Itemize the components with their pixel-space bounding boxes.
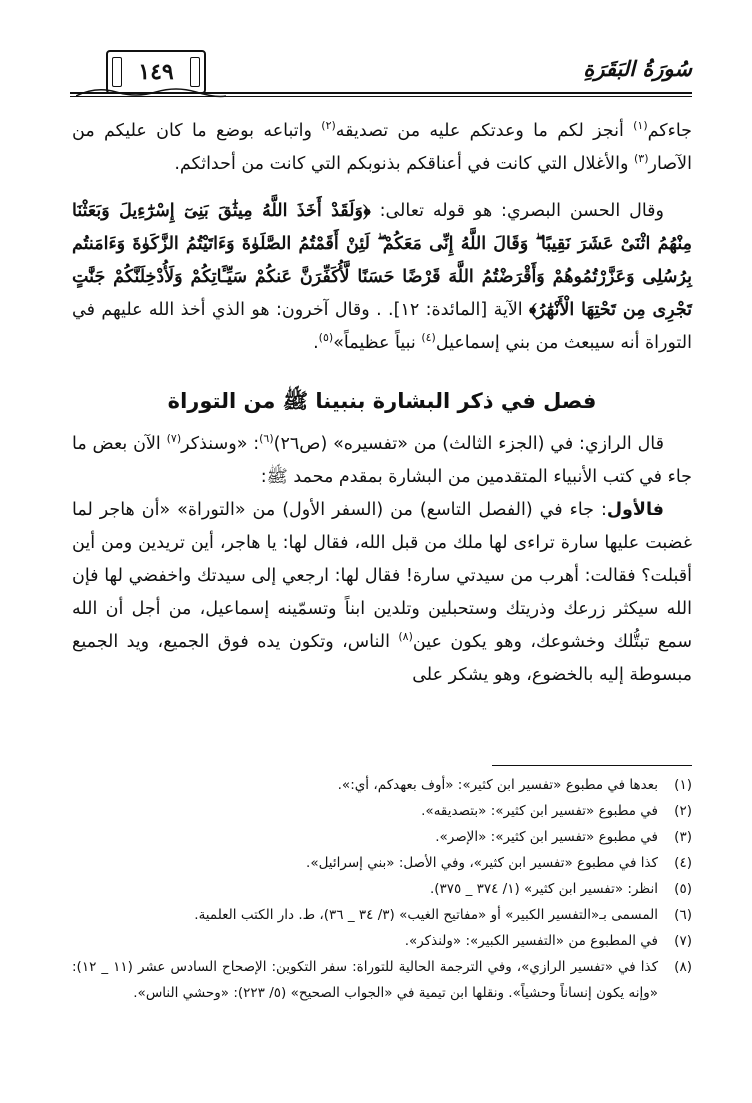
footnote	[72, 824, 692, 850]
text-span: نبياً عظيماً»	[333, 333, 422, 353]
main-text	[72, 115, 692, 692]
surah-name: سُورَةُ البَقَرَةِ	[583, 56, 692, 81]
header-rule	[70, 92, 692, 94]
footnote-text: المسمى بـ«التفسير الكبير» أو «مفاتيح الغيب» (٣/ ٣٤ _ ٣٦)، ط. دار الكتب العلمية.	[194, 907, 658, 923]
paragraph-2	[72, 195, 692, 360]
footnotes	[72, 772, 692, 1006]
footnote	[72, 772, 692, 798]
footnote-marker[interactable]: (٢)	[321, 119, 336, 133]
text-span: جاءكم	[647, 121, 692, 141]
page-header	[70, 44, 692, 104]
footnote-number: (٣)	[674, 829, 692, 845]
text-span: والأغلال التي كانت في أعناقكم بذنوبكم التي كانت من أحداثكم.	[174, 154, 634, 174]
text-span: أنجز لكم ما وعدتكم عليه من تصديقه	[335, 121, 634, 141]
footnote-text: انظر: «تفسير ابن كثير» (١/ ٣٧٤ _ ٣٧٥).	[429, 881, 658, 897]
text-span: واتباعه بوضع ما كان عليكم من الآصار	[72, 121, 692, 174]
footnote-separator	[492, 765, 692, 766]
footnote-number: (٨)	[674, 959, 692, 975]
footnote-number: (١)	[674, 777, 692, 793]
footnote-marker[interactable]: (٦)	[259, 432, 274, 446]
paragraph-4	[72, 494, 692, 692]
page-number: ١٤٩	[138, 59, 174, 85]
footnote-number: (٧)	[674, 933, 692, 949]
text-span: الآن بعض ما جاء في كتب الأنبياء المتقدمين من البشارة بمقدم محمد ﷺ:	[72, 434, 692, 487]
header-rule-thin	[70, 96, 692, 97]
text-span: الناس، وتكون يده فوق الجميع، ويد الجميع مبسوطة إليه بالخضوع، وهو يشكر على	[72, 632, 692, 685]
footnote	[72, 876, 692, 902]
text-span: قال الرازي: في (الجزء الثالث) من «تفسيره» (ص٢٦)	[273, 434, 665, 454]
footnote-text: في المطبوع من «التفسير الكبير»: «ولنذكر».	[404, 933, 658, 949]
footnote	[72, 928, 692, 954]
footnote-number: (٤)	[674, 855, 692, 871]
section-heading: فصل في ذكر البشارة بنبينا ﷺ من التوراة	[167, 389, 597, 413]
footnote	[72, 850, 692, 876]
footnote-text: في مطبوع «تفسير ابن كثير»: «بتصديقه».	[421, 803, 658, 819]
paragraph-1	[72, 115, 692, 181]
text-span: : «وسنذكر	[181, 434, 260, 454]
footnote-text: في مطبوع «تفسير ابن كثير»: «الإصر».	[435, 829, 658, 845]
text-span: الآية [المائدة: ١٢]. . وقال آخرون: هو الذي أخذ الله عليهم في التوراة أنه سيبعث من بني إسماعيل	[72, 300, 692, 353]
footnote-text: كذا في «تفسير الرازي»، وفي الترجمة الحالية للتوراة: سفر التكوين: الإصحاح السادس عشر (١١ _ ١٢): «وإنه يكون إنساناً وحشياً». ونقلها ابن تيمية في «الجواب الصحيح» (٥/ ٢٢٣): «وحشي الناس».	[72, 959, 658, 1001]
footnote	[72, 954, 692, 1006]
paragraph-3	[72, 428, 692, 494]
text-span: : جاء في (الفصل التاسع) من (السفر الأول) من «التوراة» «أن هاجر لما غضبت عليها سارة تراءى لها ملك من قبل الله، فقال لها: يا هاجر، أين تريدين ومن أين أقبلت؟ فقالت: أهرب من سيدتي سارة! فقال لها: ارجعي إلى سيدتك واخفضي لها فإن الله سيكثر زرعك وذريتك وستحبلين وتلدين ابناً وتسمّينه إسماعيل، من أجل أن الله سمع تبتُّلك وخشوعك، وهو يكون عين	[72, 500, 692, 652]
footnote-number: (٦)	[674, 907, 692, 923]
footnote-marker[interactable]: (٧)	[166, 432, 182, 446]
footnote-number: (٢)	[674, 803, 692, 819]
footnote-marker[interactable]: (٣)	[633, 152, 649, 166]
footnote-marker[interactable]: (٨)	[398, 630, 413, 644]
lead-word: فالأول	[606, 500, 664, 520]
footnote	[72, 798, 692, 824]
text-span: وقال الحسن البصري: هو قوله تعالى:	[370, 201, 664, 221]
footnote	[72, 902, 692, 928]
footnote-text: كذا في مطبوع «تفسير ابن كثير»، وفي الأصل: «بني إسرائيل».	[306, 855, 658, 871]
footnote-marker[interactable]: (١)	[633, 119, 648, 133]
text-span: .	[313, 333, 319, 353]
footnote-text: بعدها في مطبوع «تفسير ابن كثير»: «أوف بعهدكم، أي:».	[337, 777, 658, 793]
footnote-marker[interactable]: (٤)	[421, 331, 436, 345]
quran-verse: ﴿وَلَقَدْ أَخَذَ اللَّهُ مِيثَٰقَ بَنِىٓ إِسْرَٰٓءِيلَ وَبَعَثْنَا مِنْهُمُ اثْنَىْ عَشَرَ نَقِيبًا ۖ وَقَالَ اللَّهُ إِنِّى مَعَكُمْ ۖ لَئِنْ أَقَمْتُمُ الصَّلَوٰةَ وَءَاتَيْتُمُ الزَّكَوٰةَ وَءَامَنتُم بِرُسُلِى وَعَزَّرْتُمُوهُمْ وَأَقْرَضْتُمُ اللَّهَ قَرْضًا حَسَنًا لَّأُكَفِّرَنَّ عَنكُمْ سَيِّـَٔاتِكُمْ وَلَأُدْخِلَنَّكُمْ جَنَّٰتٍ تَجْرِى مِن تَحْتِهَا الْأَنْهَٰرُ﴾	[72, 201, 692, 320]
footnote-marker[interactable]: (٥)	[318, 331, 334, 345]
footnote-number: (٥)	[674, 881, 692, 897]
